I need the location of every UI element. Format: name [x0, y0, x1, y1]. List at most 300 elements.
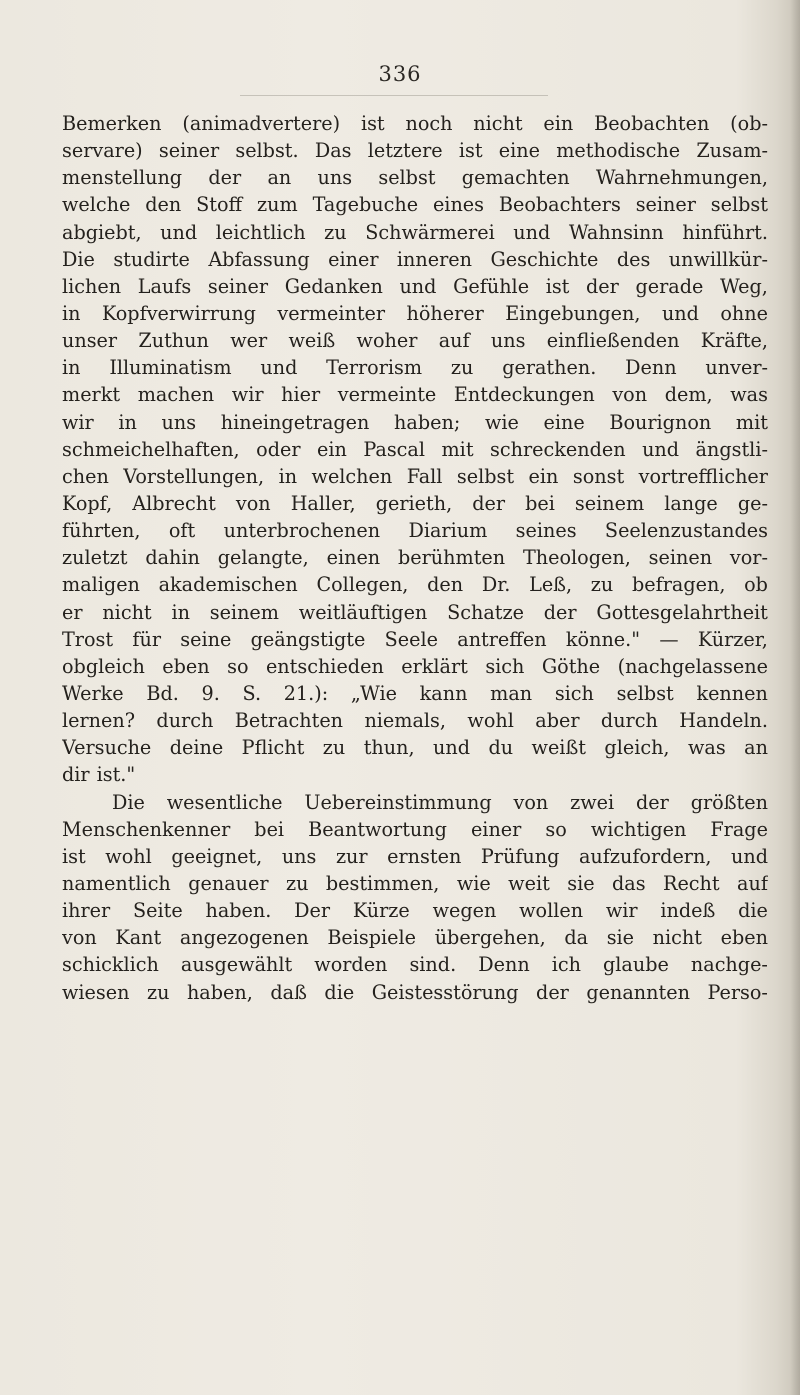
word: selbst. [235, 139, 299, 163]
text-line [62, 979, 768, 1006]
word: wiesen [62, 980, 130, 1004]
word: lange [664, 491, 718, 515]
word: sonst [572, 464, 625, 488]
word: Bd. [146, 681, 179, 705]
word: unver- [705, 356, 768, 380]
word: welche [62, 193, 131, 217]
word: mit [441, 437, 474, 461]
word: hineingetragen [220, 410, 370, 434]
text-line [62, 897, 768, 924]
word: Prüfung [480, 844, 560, 868]
word: gleich, [604, 736, 670, 760]
word: Zusam- [696, 139, 768, 163]
word: auf [737, 871, 768, 895]
word: seiner [207, 274, 269, 298]
text-line [62, 300, 768, 327]
word: haben. [205, 899, 272, 923]
word: größten [690, 790, 768, 814]
word: gerieth, [375, 491, 453, 515]
word: seine [180, 627, 232, 651]
word: haben, [186, 980, 253, 1004]
word: Gedanken [284, 274, 383, 298]
word: einfließenden [546, 329, 680, 353]
word: einer [470, 817, 522, 841]
word: so [227, 654, 249, 678]
word: letztere [367, 139, 443, 163]
text-line [62, 436, 768, 463]
text-line [62, 219, 768, 246]
word: einer [328, 247, 379, 271]
text-line [62, 571, 768, 598]
word: und [661, 301, 699, 325]
word: dem, [664, 383, 713, 407]
word: Geistesstörung [371, 980, 519, 1004]
text-line [62, 707, 768, 734]
word: Albrecht [132, 491, 216, 515]
word: Denn [625, 356, 677, 380]
word: seiner [158, 139, 220, 163]
word: glaube [603, 953, 669, 977]
word: ist." [96, 763, 136, 787]
word: wir [62, 410, 94, 434]
word: inneren [396, 247, 473, 271]
page-number: 336 [378, 62, 422, 86]
word: nicht [473, 112, 523, 135]
text-line [62, 137, 768, 164]
word: zu [590, 573, 614, 597]
word: und [513, 220, 551, 244]
word: Uebereinstimmung [304, 790, 492, 814]
word: selbst [378, 166, 436, 190]
word: wer [230, 329, 268, 353]
word: Illuminatism [109, 356, 232, 380]
word: der [536, 980, 569, 1004]
word: vermeinter [277, 301, 386, 325]
word: leichtlich [215, 220, 306, 244]
word: Seite [132, 899, 183, 923]
word: an [267, 166, 292, 190]
word: (animadvertere) [182, 112, 341, 135]
text-line [62, 544, 768, 571]
word: selbst [456, 464, 515, 488]
word: Entdeckungen [453, 383, 595, 407]
word: berühmten [397, 546, 506, 570]
word: selbst [616, 681, 674, 705]
page-edge-shadow [790, 0, 800, 1395]
word: uns [317, 166, 353, 190]
word: Geschichte [490, 247, 599, 271]
word: Gottesgelahrtheit [596, 600, 768, 624]
word: oft [168, 519, 196, 543]
word: sind. [409, 953, 457, 977]
word: wichtigen [590, 817, 687, 841]
word: Die [62, 247, 95, 271]
word: gerade [635, 274, 704, 298]
word: Haller, [290, 491, 356, 515]
text-line [62, 490, 768, 517]
word: erklärt [401, 654, 468, 678]
word: zuletzt [62, 546, 128, 570]
word: seiner [635, 193, 696, 217]
word: Betrachten [234, 709, 344, 733]
word: eines [432, 193, 485, 217]
word: Seelenzustandes [604, 519, 768, 543]
word: gerathen. [502, 356, 597, 380]
word: da [564, 926, 589, 950]
word: Seele [384, 627, 438, 651]
word: Schwärmerei [365, 220, 495, 244]
word: abgiebt, [62, 220, 142, 244]
word: in [62, 301, 81, 325]
word: zu [450, 356, 474, 380]
word: hinführt. [682, 220, 768, 244]
word: ausgewählt [180, 953, 293, 977]
word: indeß [660, 899, 716, 923]
word: Tagebuche [312, 193, 419, 217]
word: ein [317, 437, 347, 461]
word: Perso- [707, 980, 768, 1004]
word: Wahrnehmungen, [595, 166, 768, 190]
word: aber [535, 709, 580, 733]
text-line [62, 463, 768, 490]
word: ohne [720, 301, 768, 325]
word: aufzufordern, [578, 844, 712, 868]
word: ist [545, 274, 570, 298]
word: Beantwortung [308, 817, 447, 841]
word: befragen, [631, 573, 726, 597]
word: Werke [62, 681, 124, 705]
word: nicht [652, 926, 702, 950]
word: und [642, 437, 680, 461]
word: Eingebungen, [505, 301, 641, 325]
word: ge- [737, 491, 768, 515]
word: noch [405, 112, 453, 135]
word: Versuche [62, 736, 152, 760]
word: Der [294, 899, 331, 923]
word: was [730, 383, 768, 407]
text-line [62, 843, 768, 870]
text-line [62, 246, 768, 273]
text-line [62, 653, 768, 680]
word: kennen [696, 681, 768, 705]
text-line [62, 409, 768, 436]
word: ihrer [62, 899, 111, 923]
word: schmeichelhaften, [62, 437, 240, 461]
word: ein [528, 464, 559, 488]
text-line [62, 599, 768, 626]
word: Abfassung [208, 247, 310, 271]
word: vermeinte [337, 383, 437, 407]
word: seinen [648, 546, 713, 570]
word: Kant [115, 926, 162, 950]
word: worden [314, 953, 388, 977]
word: wollen [519, 899, 584, 923]
word: genauer [188, 871, 269, 895]
word: Pascal [363, 437, 425, 461]
word: vor- [729, 546, 768, 570]
word: Beobachters [498, 193, 621, 217]
word: Kopf, [62, 491, 113, 515]
word: wir [231, 383, 264, 407]
word: und [433, 736, 471, 760]
word: zu [324, 220, 347, 244]
word: in [62, 356, 81, 380]
word: Leß, [529, 573, 573, 597]
word: lernen? [62, 709, 136, 733]
word: wir [605, 899, 638, 923]
word: S. [242, 681, 262, 705]
word: schreckenden [490, 437, 626, 461]
word: auf [438, 329, 470, 353]
word: zum [257, 193, 298, 217]
text-line [62, 327, 768, 354]
word: höherer [406, 301, 484, 325]
word: für [132, 627, 161, 651]
word: methodische [556, 139, 681, 163]
word: zu [285, 871, 309, 895]
word: Frage [710, 817, 768, 841]
word: vortrefflicher [638, 464, 768, 488]
word: wesentliche [166, 790, 283, 814]
word: haben; [394, 410, 461, 434]
text-line [62, 381, 768, 408]
word: sie [567, 871, 595, 895]
word: Kürzer, [697, 627, 768, 651]
text-line [62, 273, 768, 300]
text-line [62, 789, 768, 816]
word: Laufs [137, 274, 192, 298]
text-line [62, 816, 768, 843]
word: nachge- [690, 953, 768, 977]
word: der [586, 274, 619, 298]
text-line [62, 951, 768, 978]
word: weißt [531, 736, 586, 760]
word: und [731, 844, 768, 868]
word: Schatze [447, 600, 524, 624]
word: servare) [62, 139, 143, 163]
word: merkt [62, 383, 121, 407]
word: eine [498, 139, 540, 163]
word: Trost [62, 627, 114, 651]
word: „Wie [350, 681, 397, 705]
text-line [62, 761, 768, 788]
word: des [616, 247, 651, 271]
word: eben [162, 654, 210, 678]
word: und [160, 220, 198, 244]
word: Fall [406, 464, 443, 488]
header-rule [240, 95, 548, 96]
word: gelangte, [217, 546, 309, 570]
word: niemals, [364, 709, 447, 733]
word: den [427, 573, 464, 597]
word: Das [314, 139, 352, 163]
word: 21.): [283, 681, 329, 705]
word: könne." [565, 627, 641, 651]
word: wie [456, 871, 491, 895]
word: wohl [467, 709, 514, 733]
word: chen [62, 464, 109, 488]
word: bei [525, 491, 555, 515]
word: geeignet, [171, 844, 263, 868]
word: Theologen, [522, 546, 631, 570]
word: ich [551, 953, 581, 977]
word: du [488, 736, 514, 760]
word: Diarium [408, 519, 488, 543]
word: ist [458, 139, 483, 163]
word: ein [543, 112, 574, 135]
word: thun, [363, 736, 415, 760]
word: Terrorism [326, 356, 423, 380]
word: Dr. [481, 573, 511, 597]
word: eben [720, 926, 768, 950]
word: antreffen [457, 627, 547, 651]
word: entschieden [265, 654, 384, 678]
word: Beobachten [594, 112, 710, 135]
word: genannten [586, 980, 690, 1004]
word: selbst [710, 193, 768, 217]
word: das [612, 871, 646, 895]
word: durch [600, 709, 658, 733]
word: studirte [113, 247, 190, 271]
word: führten, [62, 519, 141, 543]
text-line [62, 924, 768, 951]
word: Handeln. [679, 709, 768, 733]
word: durch [156, 709, 214, 733]
word: der [636, 790, 669, 814]
word: die [324, 980, 355, 1004]
text-line [62, 354, 768, 381]
word: einen [326, 546, 381, 570]
word: von [235, 491, 271, 515]
word: in [278, 464, 298, 488]
word: von [612, 383, 648, 407]
word: deine [169, 736, 224, 760]
word: bestimmen, [325, 871, 440, 895]
word: uns [490, 329, 526, 353]
word: Bourignon [609, 410, 712, 434]
word: man [490, 681, 533, 705]
word: ist [62, 844, 86, 868]
word: gemachten [461, 166, 570, 190]
word: angezogenen [179, 926, 309, 950]
word: 9. [201, 681, 220, 705]
word: woher [356, 329, 418, 353]
word: Wahnsinn [568, 220, 664, 244]
word: sie [606, 926, 635, 950]
word: Stoff [196, 193, 243, 217]
word: menstellung [62, 166, 183, 190]
word: unterbrochenen [223, 519, 381, 543]
body-text [62, 110, 768, 1006]
word: so [545, 817, 567, 841]
word: ernsten [387, 844, 462, 868]
word: Kopfverwirrung [101, 301, 256, 325]
word: hier [281, 383, 321, 407]
text-line [62, 680, 768, 707]
word: Bemerken [62, 112, 162, 135]
word: Beispiele [327, 926, 417, 950]
word: zur [335, 844, 368, 868]
word: Collegen, [316, 573, 409, 597]
text-line [62, 110, 768, 137]
text-line [62, 870, 768, 897]
word: wegen [432, 899, 497, 923]
word: bei [254, 817, 285, 841]
word: uns [281, 844, 317, 868]
word: nicht [102, 600, 152, 624]
word: dahin [145, 546, 200, 570]
word: obgleich [62, 654, 145, 678]
word: — [659, 627, 679, 651]
word: von [62, 926, 97, 950]
word: weiß [288, 329, 336, 353]
word: oder [256, 437, 301, 461]
word: mit [735, 410, 768, 434]
text-line [62, 626, 768, 653]
word: uns [161, 410, 197, 434]
word: Recht [663, 871, 720, 895]
word: Vorstellungen, [123, 464, 265, 488]
word: in [118, 410, 137, 434]
word: Göthe [541, 654, 601, 678]
word: geängstigte [250, 627, 366, 651]
word: Kräfte, [700, 329, 768, 353]
text-line [62, 164, 768, 191]
word: dir [62, 763, 90, 787]
word: Zuthun [138, 329, 209, 353]
word: was [687, 736, 726, 760]
word: zu [146, 980, 170, 1004]
word: (ob- [730, 112, 768, 135]
word: zu [322, 736, 346, 760]
word: von [513, 790, 549, 814]
word: Weg, [719, 274, 768, 298]
word: seinem [574, 491, 645, 515]
word: daß [270, 980, 307, 1004]
word: namentlich [62, 871, 171, 895]
word: der [208, 166, 242, 190]
word: Die [112, 790, 145, 814]
word: Gefühle [453, 274, 530, 298]
word: kann [419, 681, 468, 705]
text-line [62, 191, 768, 218]
word: sich [485, 654, 525, 678]
word: Denn [478, 953, 530, 977]
word: lichen [62, 274, 122, 298]
word: weitläuftigen [298, 600, 428, 624]
word: Kürze [352, 899, 410, 923]
word: weit [508, 871, 550, 895]
word: ist [360, 112, 385, 135]
word: seines [515, 519, 577, 543]
word: an [744, 736, 768, 760]
word: die [738, 899, 768, 923]
word: sich [554, 681, 594, 705]
word: wohl [105, 844, 152, 868]
word: in [171, 600, 190, 624]
word: eine [543, 410, 585, 434]
text-line [62, 734, 768, 761]
word: Pflicht [241, 736, 305, 760]
word: (nachgelassene [617, 654, 768, 678]
word: akademischen [158, 573, 298, 597]
word: ob [744, 573, 768, 597]
word: er [62, 600, 83, 624]
word: machen [137, 383, 215, 407]
word: maligen [62, 573, 140, 597]
word: wie [484, 410, 519, 434]
word: Menschenkenner [62, 817, 231, 841]
